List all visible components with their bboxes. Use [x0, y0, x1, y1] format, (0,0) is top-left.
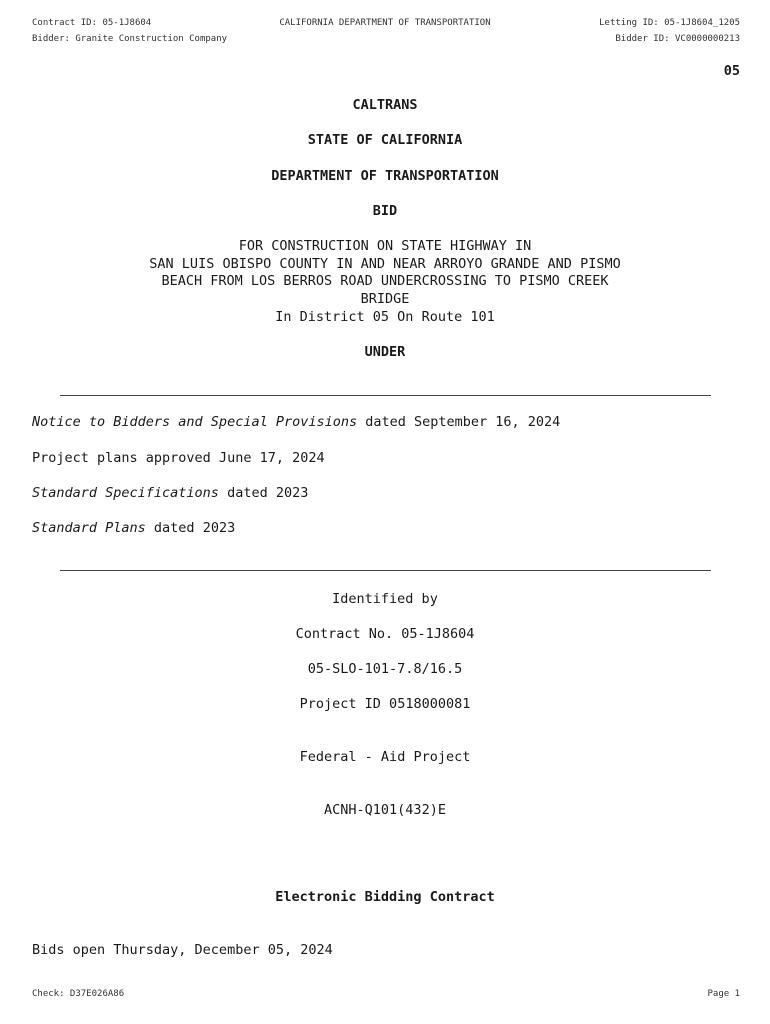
specs-title: Standard Specifications [32, 485, 219, 501]
federal-aid-label: Federal - Aid Project [299, 749, 471, 765]
description-line-1: FOR CONSTRUCTION ON STATE HIGHWAY IN [238, 238, 532, 254]
project-id: Project ID 0518000081 [299, 696, 471, 712]
notice-date: dated September 16, 2024 [357, 414, 561, 430]
contract-number: Contract No. 05-1J8604 [295, 626, 475, 642]
std-plans-title: Standard Plans [32, 520, 146, 536]
description-line-4: BRIDGE [360, 291, 410, 307]
page-number: Page 1 [707, 989, 740, 999]
description-line-5: In District 05 On Route 101 [275, 309, 495, 325]
header-department: CALIFORNIA DEPARTMENT OF TRANSPORTATION [279, 18, 491, 28]
federal-aid-number: ACNH-Q101(432)E [324, 802, 446, 818]
location-code: 05-SLO-101-7.8/16.5 [307, 661, 463, 677]
divider-2 [60, 570, 711, 571]
description-line-3: BEACH FROM LOS BERROS ROAD UNDERCROSSING TO PISMO CREEK [161, 273, 609, 289]
under-heading: UNDER [364, 344, 406, 360]
contract-id: Contract ID: 05-1J8604 [32, 18, 152, 28]
notice-line [32, 414, 560, 430]
bidder-id: Bidder ID: VC0000000213 [615, 34, 740, 44]
specs-date: dated 2023 [218, 485, 309, 501]
check-code: Check: D37E026A86 [32, 989, 125, 999]
description-line-2: SAN LUIS OBISPO COUNTY IN AND NEAR ARROYO GRANDE AND PISMO [149, 256, 621, 272]
agency-title: CALTRANS [352, 97, 418, 113]
divider-1 [60, 395, 711, 396]
std-plans-line [32, 520, 235, 536]
specs-line [32, 485, 308, 501]
plans-line: Project plans approved June 17, 2024 [32, 450, 325, 466]
district-number: 05 [723, 63, 740, 79]
std-plans-date: dated 2023 [145, 520, 236, 536]
letting-id: Letting ID: 05-1J8604_1205 [599, 18, 740, 28]
state-title: STATE OF CALIFORNIA [307, 132, 463, 148]
department-title: DEPARTMENT OF TRANSPORTATION [271, 168, 499, 184]
bids-open-line: Bids open Thursday, December 05, 2024 [32, 942, 333, 958]
electronic-bidding-title: Electronic Bidding Contract [275, 889, 495, 905]
notice-title: Notice to Bidders and Special Provisions [32, 414, 358, 430]
identified-by: Identified by [332, 591, 438, 607]
bidder-name: Bidder: Granite Construction Company [32, 34, 228, 44]
doc-type-title: BID [372, 203, 398, 219]
